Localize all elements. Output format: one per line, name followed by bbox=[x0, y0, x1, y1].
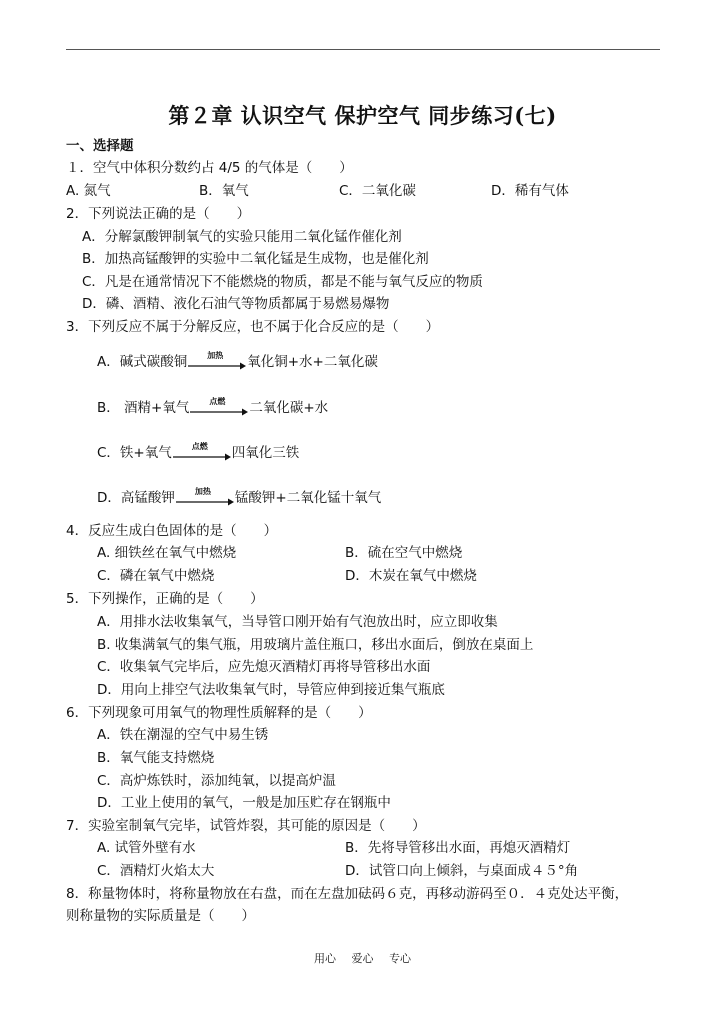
q2-option-c: C．凡是在通常情况下不能燃烧的物质，都是不能与氧气反应的物质 bbox=[82, 274, 483, 290]
q3-reaction-d bbox=[97, 487, 382, 507]
q1-option-c: C．二氧化碳 bbox=[339, 183, 416, 199]
reaction-arrow bbox=[173, 442, 231, 462]
reaction-condition: 点燃 bbox=[191, 442, 208, 451]
arrow-icon bbox=[176, 498, 234, 506]
q6-option-d: D．工业上使用的氧气，一般是加压贮存在钢瓶中 bbox=[97, 795, 391, 811]
reactant: D．高锰酸钾 bbox=[97, 490, 175, 506]
q3-reaction-a bbox=[97, 351, 378, 371]
q5-option-c: C．收集氧气完毕后，应先熄灭酒精灯再将导管移出水面 bbox=[97, 659, 431, 675]
product: 锰酸钾+二氧化锰十氧气 bbox=[234, 490, 382, 506]
q4-option-c: C．磷在氧气中燃烧 bbox=[97, 568, 215, 584]
q4-option-a: A. 细铁丝在氧气中燃烧 bbox=[97, 545, 237, 561]
arrow-icon bbox=[190, 408, 248, 416]
q1-option-b: B．氧气 bbox=[199, 183, 249, 199]
q4-option-b: B．硫在空气中燃烧 bbox=[345, 545, 463, 561]
q7-option-a: A. 试管外壁有水 bbox=[97, 840, 196, 856]
q2-option-d: D．磷、酒精、液化石油气等物质都属于易燃易爆物 bbox=[82, 296, 390, 312]
q2-option-a: A．分解氯酸钾制氧气的实验只能用二氧化锰作催化剂 bbox=[82, 229, 402, 245]
q3-reaction-c bbox=[97, 442, 300, 462]
reaction-arrow bbox=[176, 487, 234, 507]
product: 二氧化碳+水 bbox=[249, 400, 329, 416]
q6-option-b: B．氧气能支持燃烧 bbox=[97, 750, 215, 766]
q1-option-a: A. 氮气 bbox=[66, 183, 111, 199]
question-7-stem: 7．实验室制氧气完毕，试管炸裂，其可能的原因是（ ） bbox=[66, 818, 426, 834]
question-4-stem: 4．反应生成白色固体的是（ ） bbox=[66, 523, 278, 539]
q5-option-d: D．用向上排空气法收集氧气时，导管应伸到接近集气瓶底 bbox=[97, 682, 445, 698]
reactant: C．铁+氧气 bbox=[97, 445, 172, 461]
q5-option-a: A．用排水法收集氧气，当导管口刚开始有气泡放出时，应立即收集 bbox=[97, 614, 498, 630]
page-title: 第２章 认识空气 保护空气 同步练习(七) bbox=[168, 103, 557, 128]
page-footer bbox=[0, 950, 725, 966]
product: 四氧化三铁 bbox=[231, 445, 300, 461]
header-rule bbox=[66, 49, 660, 50]
reaction-condition: 加热 bbox=[207, 351, 224, 360]
footer-text: 爱心 bbox=[351, 952, 374, 965]
q6-option-a: A．铁在潮湿的空气中易生锈 bbox=[97, 727, 269, 743]
reaction-condition: 点燃 bbox=[209, 397, 226, 406]
question-1-stem: １．空气中体积分数约占 4/5 的气体是（ ） bbox=[66, 160, 353, 176]
question-5-stem: 5．下列操作，正确的是（ ） bbox=[66, 591, 264, 607]
q7-option-c: C．酒精灯火焰太大 bbox=[97, 863, 215, 879]
reactant: A．碱式碳酸铜 bbox=[97, 354, 188, 370]
arrow-icon bbox=[188, 362, 246, 370]
q5-option-b: B. 收集满氧气的集气瓶，用玻璃片盖住瓶口，移出水面后，倒放在桌面上 bbox=[97, 637, 534, 653]
question-6-stem: 6．下列现象可用氧气的物理性质解释的是（ ） bbox=[66, 705, 372, 721]
question-3-stem: 3．下列反应不属于分解反应，也不属于化合反应的是（ ） bbox=[66, 319, 440, 335]
section-heading: 一、选择题 bbox=[66, 138, 134, 154]
q6-option-c: C．高炉炼铁时，添加纯氧，以提高炉温 bbox=[97, 773, 336, 789]
q7-option-d: D．试管口向上倾斜，与桌面成４５°角 bbox=[345, 863, 579, 879]
reaction-condition: 加热 bbox=[194, 487, 211, 496]
question-8-line-1: 8．称量物体时，将称量物放在右盘，而在左盘加砝码６克，再移动游码至０．４克处达平衡， bbox=[66, 886, 629, 902]
question-2-stem: 2．下列说法正确的是（ ） bbox=[66, 206, 251, 222]
q1-option-d: D．稀有气体 bbox=[491, 183, 569, 199]
arrow-icon bbox=[173, 453, 231, 461]
q3-reaction-b bbox=[97, 397, 329, 417]
question-8-line-2: 则称量物的实际质量是（ ） bbox=[66, 908, 255, 924]
q2-option-b: B．加热高锰酸钾的实验中二氧化锰是生成物，也是催化剂 bbox=[82, 251, 429, 267]
reaction-arrow bbox=[190, 397, 248, 417]
footer-text: 专心 bbox=[389, 952, 411, 965]
product: 氧化铜+水+二氧化碳 bbox=[247, 354, 378, 370]
q4-option-d: D．木炭在氧气中燃烧 bbox=[345, 568, 477, 584]
footer-text: 用心 bbox=[314, 952, 336, 965]
q7-option-b: B．先将导管移出水面，再熄灭酒精灯 bbox=[345, 840, 571, 856]
reactant: B． 酒精+氧气 bbox=[97, 400, 190, 416]
reaction-arrow bbox=[188, 351, 246, 371]
